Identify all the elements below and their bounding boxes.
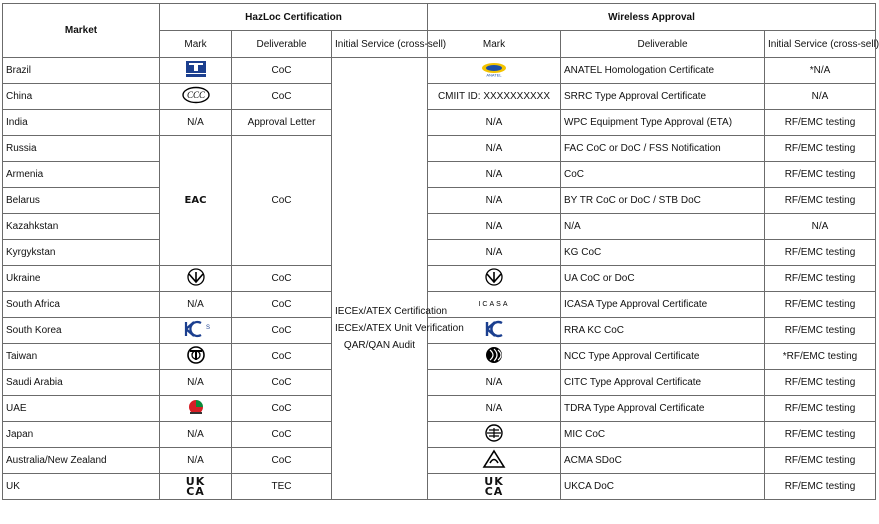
- table-row: [3, 162, 876, 188]
- hazloc-deliverable-cell: Approval Letter: [232, 110, 332, 136]
- wireless-deliverable-cell: ICASA Type Approval Certificate: [561, 292, 765, 318]
- market-cell: Japan: [3, 422, 160, 448]
- market-cell: Taiwan: [3, 344, 160, 370]
- hazloc-header: HazLoc Certification: [160, 4, 428, 31]
- market-cell: South Africa: [3, 292, 160, 318]
- wireless-deliverable-header: Deliverable: [561, 31, 765, 58]
- wireless-service-cell: N/A: [765, 214, 876, 240]
- ukca-icon: UK CA: [185, 474, 206, 498]
- wireless-service-header: Initial Service (cross-sell): [765, 31, 876, 58]
- table-row: [3, 344, 876, 370]
- market-cell: Belarus: [3, 188, 160, 214]
- wireless-deliverable-cell: BY TR CoC or DoC / STB DoC: [561, 188, 765, 214]
- svg-text:S: S: [205, 325, 210, 331]
- hazloc-service-cell: [332, 58, 464, 500]
- wireless-mark-cell: N/A: [428, 240, 561, 266]
- hazloc-mark-cell: [160, 266, 232, 292]
- wireless-deliverable-cell: N/A: [561, 214, 765, 240]
- hazloc-deliverable-cell: CoC: [232, 448, 332, 474]
- hazloc-deliverable-header: Deliverable: [232, 31, 332, 58]
- hazloc-deliverable-cell: CoC: [232, 370, 332, 396]
- wireless-mark-cell: N/A: [428, 214, 561, 240]
- wireless-mark-cell: [428, 292, 561, 318]
- wireless-deliverable-cell: KG CoC: [561, 240, 765, 266]
- table-row: [3, 474, 876, 500]
- table-row: [3, 396, 876, 422]
- wireless-mark-cell: N/A: [428, 370, 561, 396]
- hazloc-deliverable-cell: CoC: [232, 136, 332, 266]
- table-row: [3, 58, 876, 84]
- wireless-service-cell: RF/EMC testing: [765, 162, 876, 188]
- market-cell: UAE: [3, 396, 160, 422]
- wireless-mark-cell: N/A: [428, 136, 561, 162]
- icasa-icon: [474, 298, 514, 311]
- table-row: [3, 188, 876, 214]
- wireless-mark-cell: N/A: [428, 188, 561, 214]
- market-cell: Australia/New Zealand: [3, 448, 160, 474]
- market-cell: China: [3, 84, 160, 110]
- hazloc-mark-cell: N/A: [160, 292, 232, 318]
- ts-icon: [185, 346, 207, 367]
- market-cell: Ukraine: [3, 266, 160, 292]
- hazloc-mark-cell: [160, 84, 232, 110]
- wireless-deliverable-cell: ACMA SDoC: [561, 448, 765, 474]
- wireless-mark-cell: [428, 266, 561, 292]
- ua-mark-icon: [484, 268, 504, 289]
- hazloc-mark-cell: [160, 474, 232, 500]
- wireless-deliverable-cell: SRRC Type Approval Certificate: [561, 84, 765, 110]
- wireless-deliverable-cell: WPC Equipment Type Approval (ETA): [561, 110, 765, 136]
- wireless-deliverable-cell: NCC Type Approval Certificate: [561, 344, 765, 370]
- wireless-mark-cell: [428, 422, 561, 448]
- svg-text:CCC: CCC: [186, 90, 205, 100]
- hazloc-deliverable-cell: CoC: [232, 396, 332, 422]
- hazloc-mark-cell: N/A: [160, 110, 232, 136]
- hazloc-deliverable-cell: CoC: [232, 318, 332, 344]
- hazloc-mark-cell: N/A: [160, 422, 232, 448]
- hazloc-mark-cell: [160, 396, 232, 422]
- table-row: [3, 422, 876, 448]
- table-row: [3, 240, 876, 266]
- wireless-deliverable-cell: UKCA DoC: [561, 474, 765, 500]
- wireless-service-cell: *N/A: [765, 58, 876, 84]
- table-row: [3, 266, 876, 292]
- wireless-deliverable-cell: TDRA Type Approval Certificate: [561, 396, 765, 422]
- wireless-service-cell: RF/EMC testing: [765, 448, 876, 474]
- wireless-deliverable-cell: RRA KC CoC: [561, 318, 765, 344]
- wireless-service-cell: RF/EMC testing: [765, 188, 876, 214]
- wireless-service-cell: RF/EMC testing: [765, 396, 876, 422]
- hazloc-deliverable-cell: CoC: [232, 344, 332, 370]
- wireless-mark-cell: N/A: [428, 110, 561, 136]
- wireless-deliverable-cell: MIC CoC: [561, 422, 765, 448]
- hazloc-deliverable-cell: CoC: [232, 292, 332, 318]
- certification-table: [2, 3, 879, 500]
- table-row: [3, 110, 876, 136]
- market-cell: UK: [3, 474, 160, 500]
- wireless-mark-cell: [428, 58, 561, 84]
- svg-text:ICASA: ICASA: [478, 301, 510, 308]
- ukca-icon: UK CA: [484, 474, 504, 498]
- market-cell: Russia: [3, 136, 160, 162]
- wireless-service-cell: RF/EMC testing: [765, 370, 876, 396]
- wireless-mark-cell: CMIIT ID: XXXXXXXXXX: [428, 84, 561, 110]
- hazloc-deliverable-cell: TEC: [232, 474, 332, 500]
- ncc-icon: [483, 346, 505, 367]
- hazloc-deliverable-cell: CoC: [232, 84, 332, 110]
- eac-mark: EAC: [160, 136, 232, 266]
- hazloc-mark-header: Mark: [160, 31, 232, 58]
- anatel-icon: [479, 61, 509, 80]
- wireless-mark-header: Mark: [428, 31, 561, 58]
- kcs-icon: [183, 320, 209, 341]
- hazloc-deliverable-cell: CoC: [232, 266, 332, 292]
- wireless-deliverable-cell: FAC CoC or DoC / FSS Notification: [561, 136, 765, 162]
- wireless-mark-cell: N/A: [428, 162, 561, 188]
- hazloc-mark-cell: [160, 58, 232, 84]
- hazloc-deliverable-cell: CoC: [232, 422, 332, 448]
- wireless-deliverable-cell: ANATEL Homologation Certificate: [561, 58, 765, 84]
- rcm-icon: [483, 450, 505, 471]
- hazloc-mark-cell: N/A: [160, 448, 232, 474]
- wireless-service-cell: RF/EMC testing: [765, 318, 876, 344]
- wireless-header: Wireless Approval: [428, 4, 876, 31]
- hazloc-service-header: Initial Service (cross-sell): [332, 31, 428, 58]
- wireless-service-cell: RF/EMC testing: [765, 240, 876, 266]
- ua-mark-icon: [186, 268, 206, 289]
- wireless-mark-cell: N/A: [428, 396, 561, 422]
- market-cell: India: [3, 110, 160, 136]
- market-cell: Brazil: [3, 58, 160, 84]
- hazloc-mark-cell: [160, 318, 232, 344]
- wireless-service-cell: RF/EMC testing: [765, 136, 876, 162]
- wireless-service-cell: RF/EMC testing: [765, 422, 876, 448]
- table-row: [3, 448, 876, 474]
- wireless-service-cell: RF/EMC testing: [765, 474, 876, 500]
- market-cell: Kyrgykstan: [3, 240, 160, 266]
- inmetro-icon: [185, 60, 207, 81]
- svg-text:ANATEL: ANATEL: [486, 72, 502, 78]
- hazloc-mark-cell: [160, 344, 232, 370]
- hazloc-mark-cell: N/A: [160, 370, 232, 396]
- wireless-service-cell: RF/EMC testing: [765, 266, 876, 292]
- kc-icon: [484, 320, 504, 341]
- wireless-service-cell: *RF/EMC testing: [765, 344, 876, 370]
- wireless-mark-cell: [428, 448, 561, 474]
- service-iecex-certification: IECEx/ATEX Certification: [335, 306, 448, 317]
- market-cell: Kazahkstan: [3, 214, 160, 240]
- wireless-mark-cell: [428, 474, 561, 500]
- service-qar-audit: QAR/QAN Audit: [343, 340, 416, 351]
- ccc-icon: [181, 86, 211, 107]
- wireless-deliverable-cell: CITC Type Approval Certificate: [561, 370, 765, 396]
- service-iecex-unit-verification: IECEx/ATEX Unit Verification: [335, 323, 464, 334]
- wireless-deliverable-cell: UA CoC or DoC: [561, 266, 765, 292]
- hazloc-deliverable-cell: CoC: [232, 58, 332, 84]
- table-row: [3, 370, 876, 396]
- wireless-service-cell: RF/EMC testing: [765, 110, 876, 136]
- market-cell: South Korea: [3, 318, 160, 344]
- market-cell: Armenia: [3, 162, 160, 188]
- wireless-deliverable-cell: CoC: [561, 162, 765, 188]
- uae-icon: [187, 398, 205, 419]
- table-row: [3, 136, 876, 162]
- market-header: Market: [3, 4, 160, 58]
- wireless-service-cell: RF/EMC testing: [765, 292, 876, 318]
- wireless-service-cell: N/A: [765, 84, 876, 110]
- market-cell: Saudi Arabia: [3, 370, 160, 396]
- telec-icon: [483, 424, 505, 445]
- table-row: [3, 84, 876, 110]
- table-row: [3, 214, 876, 240]
- wireless-mark-cell: [428, 344, 561, 370]
